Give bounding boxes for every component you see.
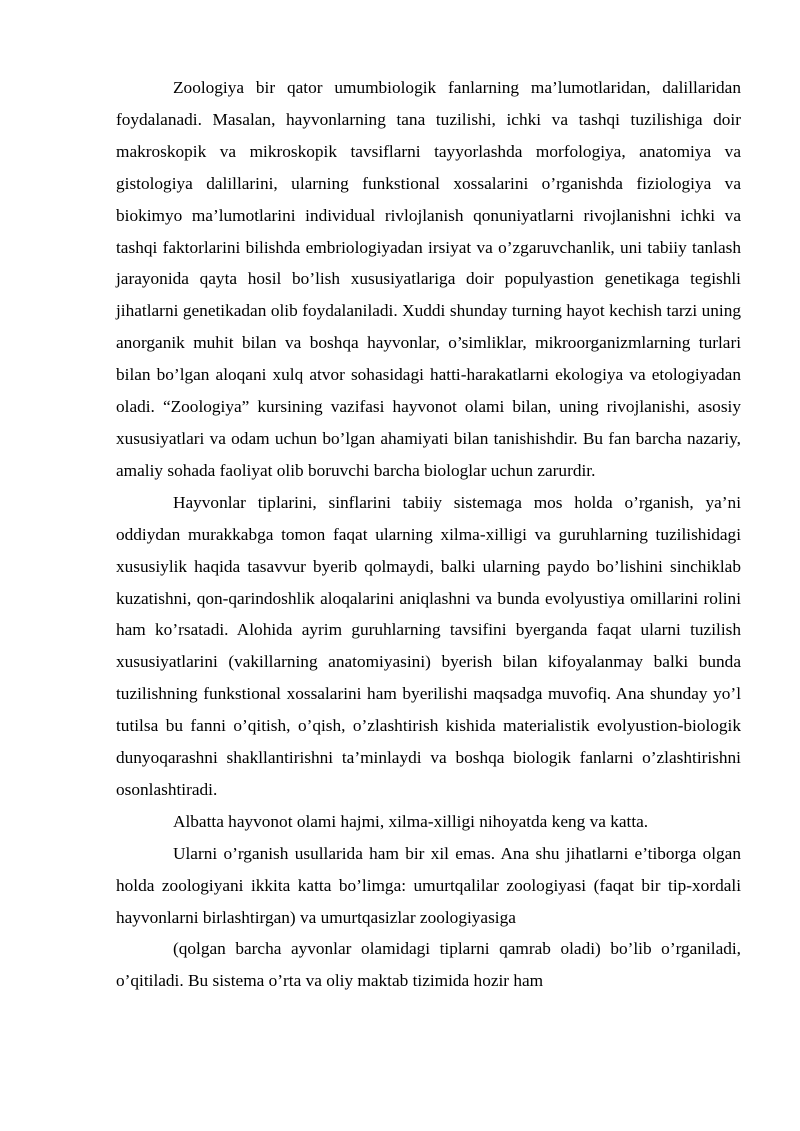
paragraph-5: (qolgan barcha ayvonlar olamidagi tiplarni qamrab oladi) bo’lib o’rganiladi, o’qitiladi. Bu sistema o’rta va oliy maktab tizimida hozir ham bbox=[116, 939, 741, 991]
paragraph-2: Hayvonlar tiplarini, sinflarini tabiiy sistemaga mos holda o’rganish, ya’ni oddiydan murakkabga tomon faqat ularning xilma-xilligi va guruhlarning tuzilishidagi xususiylik haqida tasavvur byerib qolmaydi, balki ularning paydo bo’lishini sinchiklab kuzatishni, qon-qarindoshlik aloqalarini aniqlashni va bunda evolyustiya omillarini rolini ham ko’rsatadi. Alohida ayrim guruhlarning tavsifini byerganda faqat ularni tuzilish xususiyatlarini (vakillarning anatomiyasini) byerish bilan kifoyalanmay balki bunda tuzilishning funkstional xossalarini ham byerilishi maqsadga muvofiq. Ana shunday yo’l tutilsa bu fanni o’qitish, o’qish, o’zlashtirish kishida materialistik evolyustion-biologik dunyoqarashni shakllantirishni ta’minlaydi va boshqa biologik fanlarni o’zlashtirishni osonlashtiradi. bbox=[116, 492, 741, 799]
paragraph-1: Zoologiya bir qator umumbiologik fanlarning ma’lumotlaridan, dalillaridan foydalanadi. Masalan, hayvonlarning tana tuzilishi, ichki va tashqi tuzilishiga doir makroskopik va mikroskopik tavsiflarni tayyorlashda morfologiya, anatomiya va gistologiya dalillarini, ularning funkstional xossalarini o’rganishda fiziologiya va biokimyo ma’lumotlarini individual rivlojlanish qonuniyatlarni rivojlanishni ichki va tashqi faktorlarini bilishda embriologiyadan irsiyat va o’zgaruvchanlik, uni tabiiy tanlash jarayonida qayta hosil bo’lish xususiyatlariga doir populyastion genetikaga tegishli jihatlarni genetikadan olib foydalaniladi. Xuddi shunday turning hayot kechish tarzi uning anorganik muhit bilan va boshqa hayvonlar, o’simliklar, mikroorganizmlarning turlari bilan bo’lgan aloqani xulq atvor sohasidagi hatti-harakatlarni ekologiya va etologiyadan oladi. “Zoologiya” kursining vazifasi hayvonot olami bilan, uning rivojlanishi, asosiy xususiyatlari va odam uchun bo’lgan ahamiyati bilan tanishishdir. Bu fan barcha nazariy, amaliy sohada faoliyat olib boruvchi barcha biologlar uchun zarurdir. bbox=[116, 78, 741, 480]
document-body bbox=[116, 72, 741, 997]
paragraph-4: Ularni o’rganish usullarida ham bir xil emas. Ana shu jihatlarni e’tiborga olgan holda zoologiyani ikkita katta bo’limga: umurtqalilar zoologiyasi (faqat bir tip-xordali hayvonlarni birlashtirgan) va umurtqasizlar zoologiyasiga bbox=[116, 843, 741, 927]
paragraph-3: Albatta hayvonot olami hajmi, xilma-xilligi nihoyatda keng va katta. bbox=[173, 811, 649, 831]
